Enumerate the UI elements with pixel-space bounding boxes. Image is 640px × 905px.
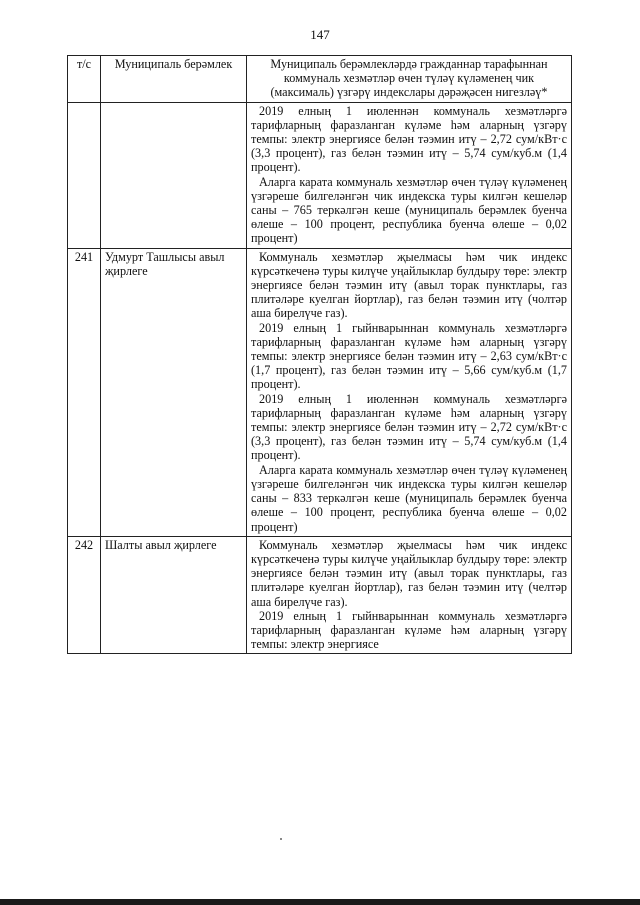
row-municipality: Шалты авыл җирлеге — [101, 536, 247, 654]
row-municipality: Удмурт Ташлысы авыл җирлеге — [101, 248, 247, 536]
row-paragraph: Коммуналь хезмәтләр җыелмасы һәм чик индекс күрсәткеченә туры килүче уңайлыклар булдыру төре: электр энергиясе белән тәэмин итү (авыл торак пунктлары, газ плитәләре куелган йортлар), газ белән тәэмин итү (чолтәр аша бирелүче газ). — [251, 249, 567, 321]
row-paragraph: 2019 елның 1 июленнән коммуналь хезмәтләргә тарифларның фаразланган күләме һәм аларның үзгәрү темпы: электр энергиясе белән тәэмин итү – 2,72 сум/кВт·с (3,3 процент), газ белән тәэмин итү – 5,74 сум/куб.м (1,4 процент). — [251, 103, 567, 175]
row-paragraph: Аларга карата коммуналь хезмәтләр өчен түләү күләменең үзгәреше билгеләнгән чик индекска туры килгән кешеләр саны – 833 теркәлгән кеше (муниципаль берәмлек буенча өлеше – 100 процент, республика буенча өлеше – 0,02 процент) — [251, 462, 567, 534]
header-number: т/с — [68, 56, 101, 103]
row-municipality — [101, 102, 247, 248]
table-row — [68, 102, 572, 248]
row-paragraph: 2019 елның 1 июленнән коммуналь хезмәтләргә тарифларның фаразланган күләме һәм аларның үзгәрү темпы: электр энергиясе белән тәэмин итү – 2,72 сум/кВт·с (3,3 процент), газ белән тәэмин итү – 5,74 сум/куб.м (1,4 процент). — [251, 391, 567, 463]
row-description — [247, 248, 572, 536]
row-paragraph: Коммуналь хезмәтләр җыелмасы һәм чик индекс күрсәткеченә туры килүче уңайлыклар булдыру төре: электр энергиясе белән тәэмин итү (авыл торак пунктлары, газ плитәләре куелган йортлар), газ белән тәэмин итү (челтәр аша бирелүче газ). — [251, 537, 567, 609]
header-description: Муниципаль берәмлекләрдә гражданнар тарафыннан коммуналь хезмәтләр өчен түләү күләменең чик (максималь) үзгәрү индекслары дәрәҗәсен нигезләү* — [247, 56, 572, 103]
row-paragraph: 2019 елның 1 гыйнварыннан коммуналь хезмәтләргә тарифларның фаразланган күләме һәм аларның үзгәрү темпы: электр энергиясе белән тәэмин итү – 2,63 сум/кВт·с (1,7 процент), газ белән тәэмин итү – 5,66 сум/куб.м (1,7 процент). — [251, 320, 567, 392]
row-number: 241 — [68, 248, 101, 536]
row-number — [68, 102, 101, 248]
scan-artifact — [280, 838, 282, 840]
row-description — [247, 536, 572, 654]
table-row — [68, 536, 572, 654]
row-paragraph: 2019 елның 1 гыйнварыннан коммуналь хезмәтләргә тарифларның фаразланган күләме һәм аларның үзгәрү темпы: электр энергиясе — [251, 608, 567, 652]
tariff-index-table — [67, 55, 572, 654]
header-municipality: Муниципаль берәмлек — [101, 56, 247, 103]
row-number: 242 — [68, 536, 101, 654]
table-header-row — [68, 56, 572, 103]
row-description — [247, 102, 572, 248]
scan-bottom-edge — [0, 899, 640, 905]
page-number: 147 — [310, 27, 330, 42]
row-paragraph: Аларга карата коммуналь хезмәтләр өчен түләү күләменең үзгәреше билгеләнгән чик индекска туры килгән кешеләр саны – 765 теркәлгән кеше (муниципаль берәмлек буенча өлеше – 100 процент, республика буенча өлеше – 0,02 процент) — [251, 174, 567, 246]
table-row — [68, 248, 572, 536]
